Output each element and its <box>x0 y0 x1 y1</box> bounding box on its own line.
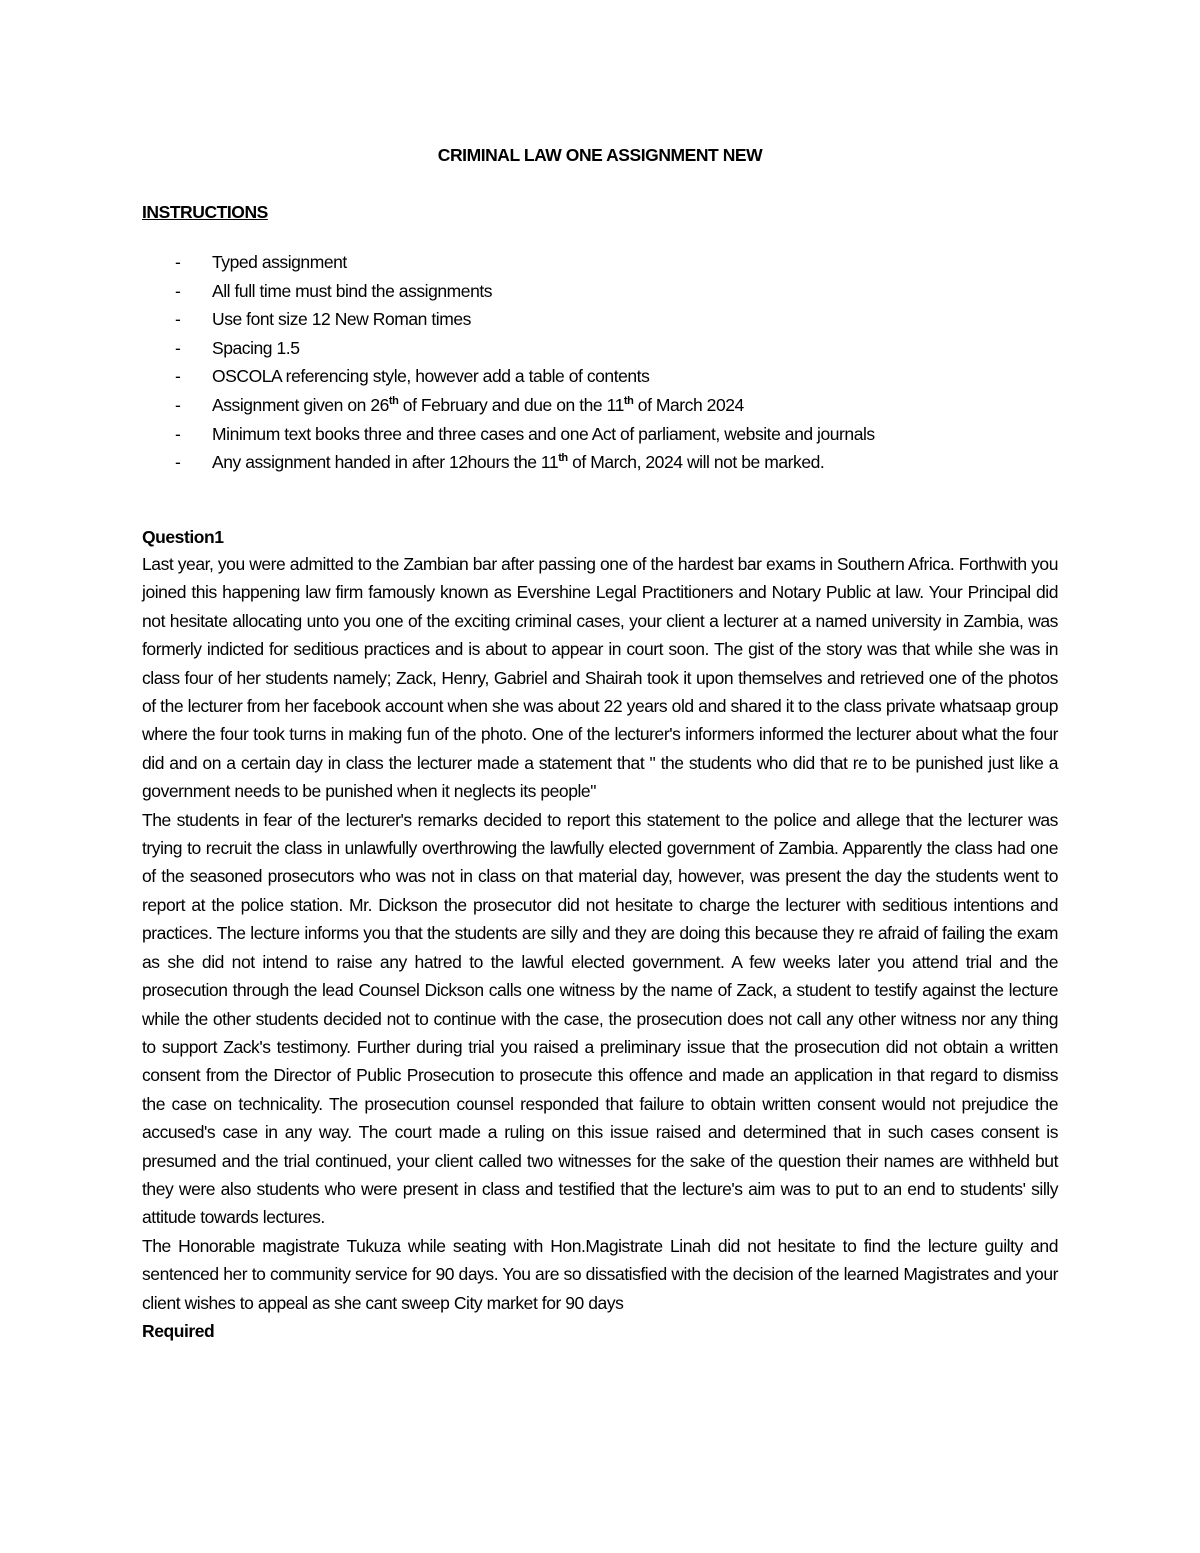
paragraph: The Honorable magistrate Tukuza while seating with Hon.Magistrate Linah did not hesitate to find the lecture guilty and sentenced her to community service for 90 days. You are so dissatisfied with the decision of the learned Magistrates and your client wishes to appeal as she cant sweep City market for 90 days <box>142 1235 1058 1313</box>
bullet-dash: - <box>175 337 181 358</box>
paragraph: The students in fear of the lecturer's remarks decided to report this statement to the police and allege that the lecturer was trying to recruit the class in unlawfully overthrowing the lawfully elected government of Zambia. Apparently the class had one of the seasoned prosecutors who was not in class on that material day, however, was present the day the students went to report at the police station. Mr. Dickson the prosecutor did not hesitate to charge the lecturer with seditious intentions and practices. The lecture informs you that the students are silly and they are doing this because they re afraid of failing the exam as she did not intend to raise any hatred to the lawful elected government. A few weeks later you attend trial and the prosecution through the lead Counsel Dickson calls one witness by the name of Zack, a student to testify against the lecture while the other students decided not to continue with the case, the prosecution does not call any other witness nor any thing to support Zack's testimony. Further during trial you raised a preliminary issue that the prosecution did not obtain a written consent from the Director of Public Prosecution to prosecute this offence and made an application in that regard to dismiss the case on technicality. The prosecution counsel responded that failure to obtain written consent would not prejudice the accused's case in any way. The court made a ruling on this issue raised and determined that in such cases consent is presumed and the trial continued, your client called two witnesses for the sake of the question their names are withheld but they were also students who were present in class and testified that the lecture's aim was to put to an end to students' silly attitude towards lectures. <box>142 809 1058 1228</box>
list-item <box>142 421 1042 450</box>
bullet-dash: - <box>175 394 181 415</box>
bullet-dash: - <box>175 366 181 387</box>
paragraph: Last year, you were admitted to the Zambian bar after passing one of the hardest bar exams in Southern Africa. Forthwith you joined this happening law firm famously known as Evershine Legal Practitioners and Notary Public at law. Your Principal did not hesitate allocating unto you one of the exciting criminal cases, your client a lecturer at a named university in Zambia, was formerly indicted for seditious practices and is about to appear in court soon. The gist of the story was that while she was in class four of her students namely; Zack, Henry, Gabriel and Shairah took it upon themselves and retrieved one of the photos of the lecturer from her facebook account when she was about 22 years old and shared it to the class private whatsaap group where the four took turns in making fun of the photo. One of the lecturer's informers informed the lecturer about what the four did and on a certain day in class the lecturer made a statement that " the students who did that re to be punished just like a government needs to be punished when it neglects its people" <box>142 554 1058 802</box>
superscript: th <box>388 394 399 407</box>
text-run: of March 2024 <box>633 394 744 415</box>
bullet-dash: - <box>175 252 181 272</box>
bullet-dash: - <box>175 423 181 444</box>
instruction-text: Use font size 12 New Roman times <box>212 309 471 330</box>
instruction-text: Spacing 1.5 <box>212 337 300 358</box>
instruction-text <box>212 392 744 418</box>
list-item <box>142 392 1042 421</box>
instruction-text: OSCOLA referencing style, however add a table of contents <box>212 366 650 387</box>
bullet-dash: - <box>175 280 181 301</box>
question-title: Question1 <box>142 527 224 547</box>
list-item <box>142 363 1042 392</box>
required-label: Required <box>142 1320 215 1341</box>
instruction-text: All full time must bind the assignments <box>212 280 493 301</box>
bullet-dash: - <box>175 452 181 473</box>
instruction-text <box>212 449 824 475</box>
superscript: th <box>623 394 634 407</box>
text-run: of March, 2024 will not be marked. <box>567 452 825 473</box>
superscript: th <box>558 452 568 465</box>
list-item <box>142 249 1042 278</box>
list-item <box>142 278 1042 307</box>
text-run: of February and due on the 11 <box>398 394 624 415</box>
bullet-dash: - <box>175 309 181 330</box>
document-title: CRIMINAL LAW ONE ASSIGNMENT NEW <box>437 145 763 165</box>
instructions-heading: INSTRUCTIONS <box>142 202 268 222</box>
question-body <box>142 550 1058 1345</box>
list-item <box>142 335 1042 364</box>
instruction-text: Minimum text books three and three cases and one Act of parliament, website and journals <box>212 423 875 444</box>
instructions-list <box>142 249 1042 478</box>
list-item <box>142 306 1042 335</box>
list-item <box>142 449 1042 478</box>
instruction-text: Typed assignment <box>212 252 347 272</box>
text-run: Assignment given on 26 <box>212 394 389 415</box>
text-run: Any assignment handed in after 12hours the 11 <box>212 452 559 473</box>
